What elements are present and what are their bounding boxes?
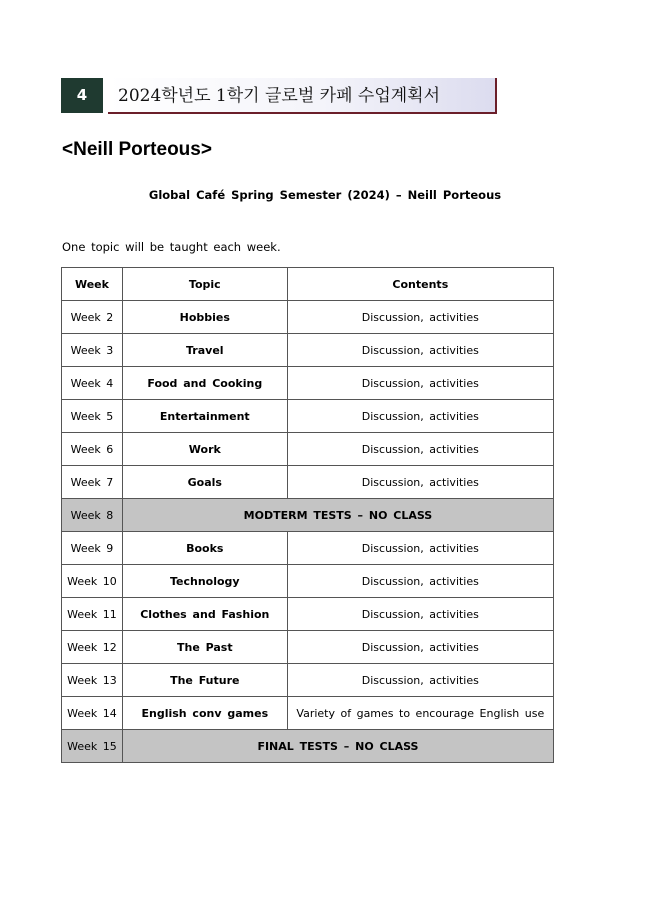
no-class-notice: FINAL TESTS – NO CLASS — [122, 730, 553, 763]
table-row — [62, 400, 554, 433]
table-row — [62, 301, 554, 334]
contents-cell: Variety of games to encourage English use — [287, 697, 553, 730]
column-header-week: Week — [62, 268, 123, 301]
table-header-row — [62, 268, 554, 301]
section-title: 2024학년도 1학기 글로벌 카페 수업계획서 — [118, 86, 441, 106]
no-class-row — [62, 730, 554, 763]
intro-text: One topic will be taught each week. — [62, 240, 281, 254]
table-row — [62, 466, 554, 499]
contents-cell: Discussion, activities — [287, 367, 553, 400]
topic-cell: The Past — [122, 631, 287, 664]
week-cell: Week 3 — [62, 334, 123, 367]
table-row — [62, 697, 554, 730]
column-header-topic: Topic — [122, 268, 287, 301]
instructor-heading: <Neill Porteous> — [62, 139, 212, 160]
contents-cell: Discussion, activities — [287, 631, 553, 664]
week-cell: Week 12 — [62, 631, 123, 664]
topic-cell: Goals — [122, 466, 287, 499]
week-cell: Week 4 — [62, 367, 123, 400]
topic-cell: Books — [122, 532, 287, 565]
table-row — [62, 367, 554, 400]
table-row — [62, 334, 554, 367]
week-cell: Week 14 — [62, 697, 123, 730]
table-row — [62, 565, 554, 598]
contents-cell: Discussion, activities — [287, 565, 553, 598]
document-title: Global Café Spring Semester (2024) – Neill Porteous — [148, 188, 502, 202]
contents-cell: Discussion, activities — [287, 598, 553, 631]
topic-cell: English conv games — [122, 697, 287, 730]
topic-cell: Food and Cooking — [122, 367, 287, 400]
topic-cell: Technology — [122, 565, 287, 598]
week-cell: Week 5 — [62, 400, 123, 433]
table-row — [62, 532, 554, 565]
week-cell: Week 13 — [62, 664, 123, 697]
section-title-box — [108, 78, 497, 114]
topic-cell: Hobbies — [122, 301, 287, 334]
contents-cell: Discussion, activities — [287, 301, 553, 334]
topic-cell: Entertainment — [122, 400, 287, 433]
topic-cell: Work — [122, 433, 287, 466]
week-cell: Week 8 — [62, 499, 123, 532]
table-row — [62, 598, 554, 631]
column-header-contents: Contents — [287, 268, 553, 301]
topic-cell: Clothes and Fashion — [122, 598, 287, 631]
schedule-table — [61, 267, 554, 763]
table-row — [62, 631, 554, 664]
week-cell: Week 2 — [62, 301, 123, 334]
no-class-row — [62, 499, 554, 532]
week-cell: Week 6 — [62, 433, 123, 466]
contents-cell: Discussion, activities — [287, 334, 553, 367]
contents-cell: Discussion, activities — [287, 466, 553, 499]
topic-cell: The Future — [122, 664, 287, 697]
week-cell: Week 10 — [62, 565, 123, 598]
contents-cell: Discussion, activities — [287, 532, 553, 565]
section-header — [61, 78, 497, 115]
no-class-notice: MODTERM TESTS – NO CLASS — [122, 499, 553, 532]
table-row — [62, 664, 554, 697]
contents-cell: Discussion, activities — [287, 664, 553, 697]
week-cell: Week 11 — [62, 598, 123, 631]
week-cell: Week 9 — [62, 532, 123, 565]
contents-cell: Discussion, activities — [287, 400, 553, 433]
contents-cell: Discussion, activities — [287, 433, 553, 466]
week-cell: Week 15 — [62, 730, 123, 763]
topic-cell: Travel — [122, 334, 287, 367]
section-number: 4 — [61, 78, 103, 113]
table-row — [62, 433, 554, 466]
week-cell: Week 7 — [62, 466, 123, 499]
